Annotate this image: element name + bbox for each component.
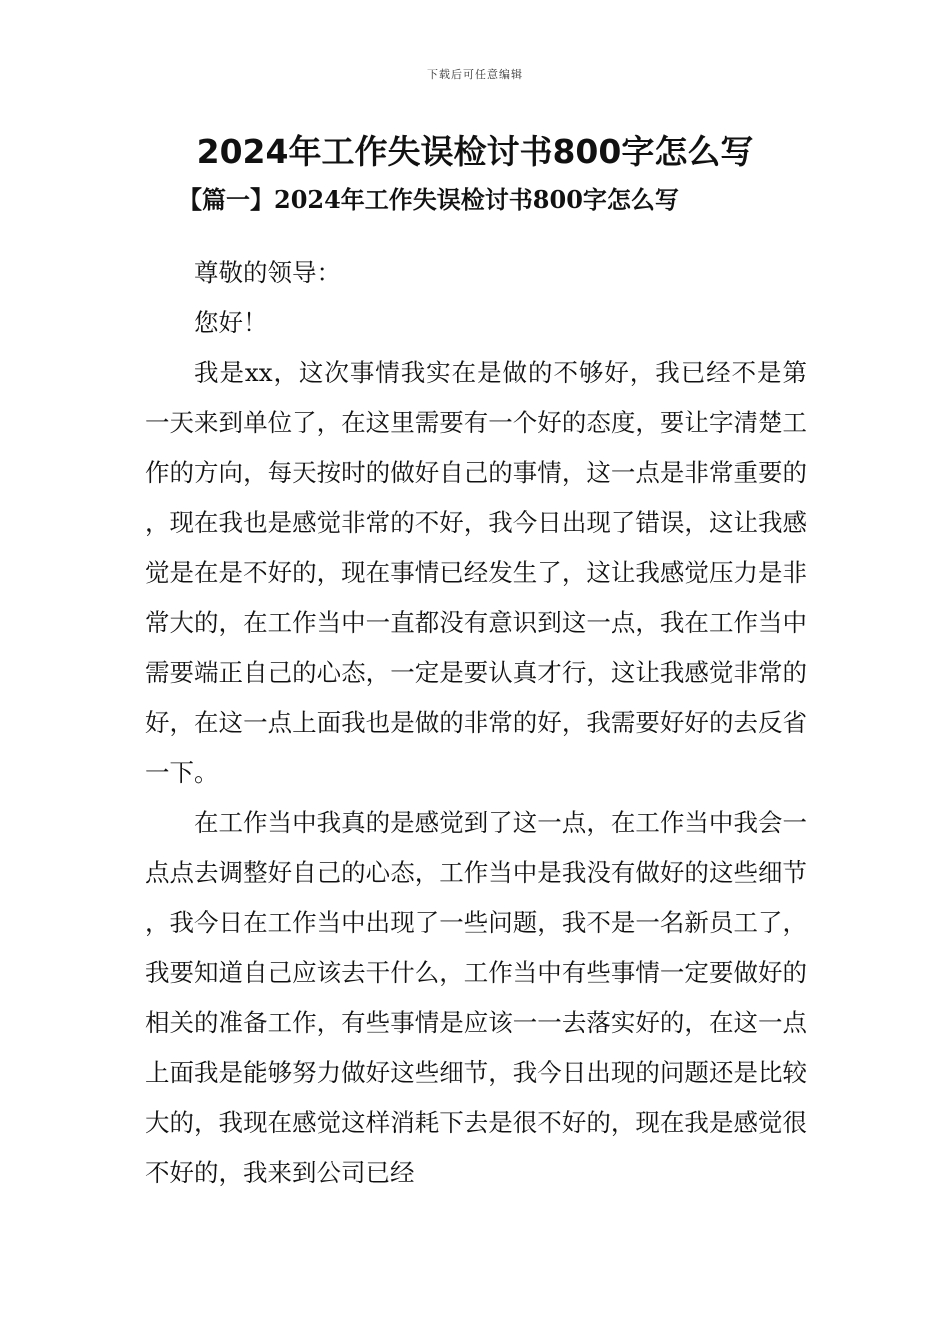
document-title: 2024年工作失误检讨书800字怎么写 [196,132,754,171]
page-header-note: 下载后可任意编辑 [427,68,523,81]
document-body [145,248,807,1198]
body-paragraph-1: 我是xx，这次事情我实在是做的不够好，我已经不是第一天来到单位了，在这里需要有一个好的态度，要让字清楚工作的方向，每天按时的做好自己的事情，这一点是非常重要的，现在我也是感觉非常的不好，我今日出现了错误，这让我感觉是在是不好的，现在事情已经发生了，这让我感觉压力是非常大的，在工作当中一直都没有意识到这一点，我在工作当中需要端正自己的心态，一定是要认真才行，这让我感觉非常的好，在这一点上面我也是做的非常的好，我需要好好的去反省一下。 [145,358,807,787]
section-heading: 【篇一】2024年工作失误检讨书800字怎么写 [178,185,679,214]
body-paragraph-2: 在工作当中我真的是感觉到了这一点，在工作当中我会一点点去调整好自己的心态，工作当中是我没有做好的这些细节，我今日在工作当中出现了一些问题，我不是一名新员工了，我要知道自己应该去干什么，工作当中有些事情一定要做好的相关的准备工作，有些事情是应该一一去落实好的，在这一点上面我是能够努力做好这些细节，我今日出现的问题还是比较大的，我现在感觉这样消耗下去是很不好的，现在我是感觉很不好的，我来到公司已经 [145,808,807,1187]
salutation: 尊敬的领导： [194,258,341,287]
greeting: 您好！ [194,308,268,337]
